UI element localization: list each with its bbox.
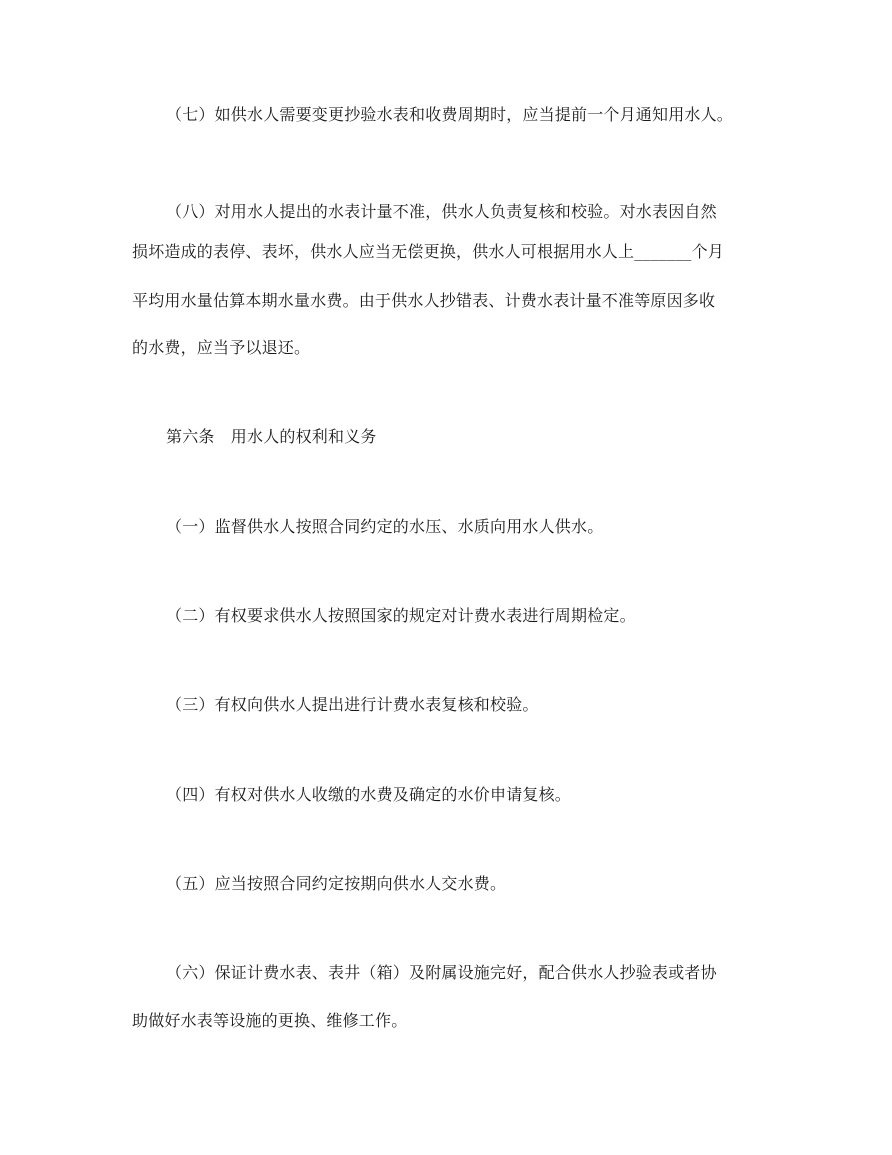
right-1: （一）监督供水人按照合同约定的水压、水质向用水人供水。 [166, 517, 604, 536]
clause-8-line-4: 的水费，应当予以退还。 [132, 338, 311, 357]
right-6-line-2: 助做好水表等设施的更换、维修工作。 [132, 1011, 408, 1030]
clause-8-line-2: 损坏造成的表停、表坏，供水人应当无偿更换，供水人可根据用水人上_______个月 [132, 242, 725, 261]
right-2: （二）有权要求供水人按照国家的规定对计费水表进行周期检定。 [166, 606, 636, 625]
right-3: （三）有权向供水人提出进行计费水表复核和校验。 [166, 695, 539, 714]
right-6-line-1: （六）保证计费水表、表井（箱）及附属设施完好，配合供水人抄验表或者协 [166, 963, 717, 982]
right-5: （五）应当按照合同约定按期向供水人交水费。 [166, 874, 507, 893]
right-4: （四）有权对供水人收缴的水费及确定的水价申请复核。 [166, 785, 572, 804]
clause-7-line-1: （七）如供水人需要变更抄验水表和收费周期时，应当提前一个月通知用水人。 [166, 105, 734, 124]
clause-8-line-3: 平均用水量估算本期水量水费。由于供水人抄错表、计费水表计量不准等原因多收 [132, 291, 716, 310]
article-6-heading: 第六条 用水人的权利和义务 [166, 427, 377, 446]
clause-8-line-1: （八）对用水人提出的水表计量不准，供水人负责复核和校验。对水表因自然 [166, 202, 717, 221]
